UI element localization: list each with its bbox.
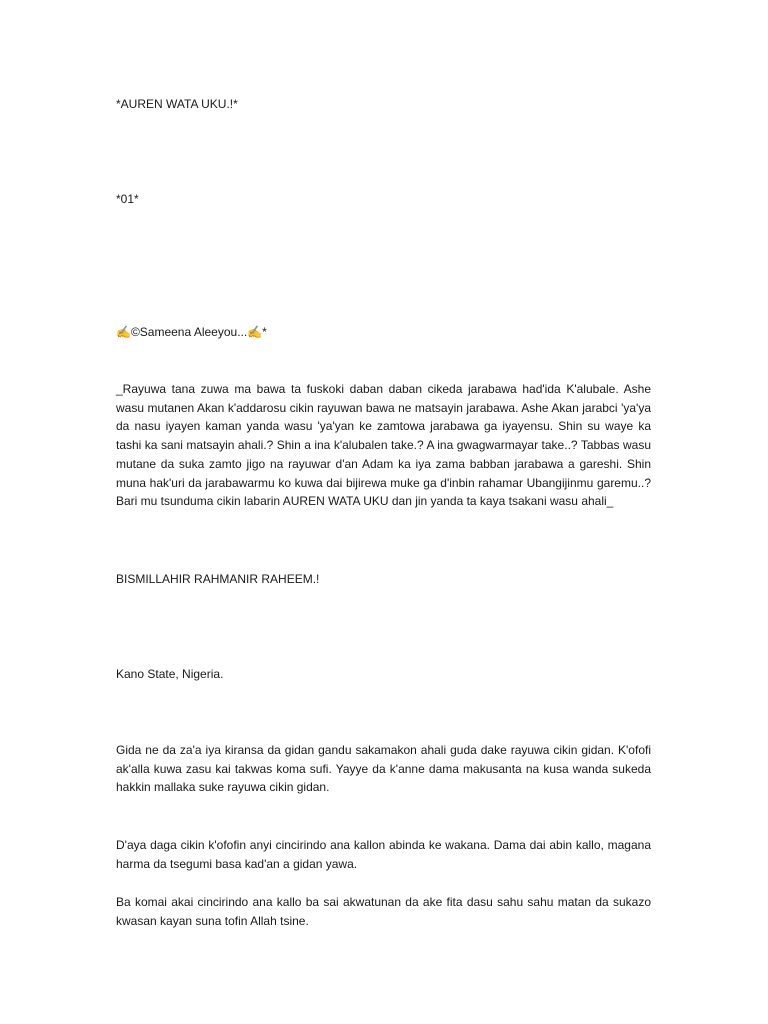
chapter-number: *01* xyxy=(116,192,139,206)
body-paragraph-1: Gida ne da za'a iya kiransa da gidan gandu sakamakon ahali guda dake rayuwa cikin gidan. K'ofofi ak'alla kuwa zasu kai takwas koma sufi. Yayye da k'anne dama makusanta na kusa wanda sukeda hakkin mallaka suke rayuwa cikin gidan. xyxy=(116,743,651,795)
synopsis-paragraph: _Rayuwa tana zuwa ma bawa ta fuskoki daban daban cikeda jarabawa had'ida K'alubale. Ashe wasu mutanen Akan k'addarosu cikin rayuwan bawa ne matsayin jarabawa. Ashe Akan jarabci 'ya'ya da nasu iyayen kaman yanda wasu 'ya'yan ke zamtowa jarabawa ga iyayensu. Shin su waye ka tashi ka sani matsayin ahali.? Shin a ina k'alubalen take.? A ina gwagwarmayar take..? Tabbas wasu mutane da suka zamto jigo na rayuwar d'an Adam ka iya zama babban jarabawa a gareshi. Shin muna hak'uri da jarabawarmu ko kuwa dai bijirewa muke ga d'inbin rahamar Ubangijinmu garemu..? Bari mu tsunduma cikin labarin AUREN WATA UKU dan jin yanda ta kaya tsakani wasu ahali_ xyxy=(116,382,651,509)
location-line: Kano State, Nigeria. xyxy=(116,667,224,681)
story-title: *AUREN WATA UKU.!* xyxy=(116,97,238,111)
body-paragraph-2: D'aya daga cikin k'ofofin anyi cincirindo ana kallon abinda ke wakana. Dama dai abin kallo, magana harma da tsegumi basa kad'an a gidan yawa. xyxy=(116,838,651,871)
body-paragraph-3: Ba komai akai cincirindo ana kallo ba sai akwatunan da ake fita dasu sahu sahu matan da sukazo kwasan kayan suna tofin Allah tsine. xyxy=(116,895,651,928)
author-credit: ✍️©Sameena Aleeyou...✍️* xyxy=(116,325,267,339)
bismillah-line: BISMILLAHIR RAHMANIR RAHEEM.! xyxy=(116,572,320,586)
